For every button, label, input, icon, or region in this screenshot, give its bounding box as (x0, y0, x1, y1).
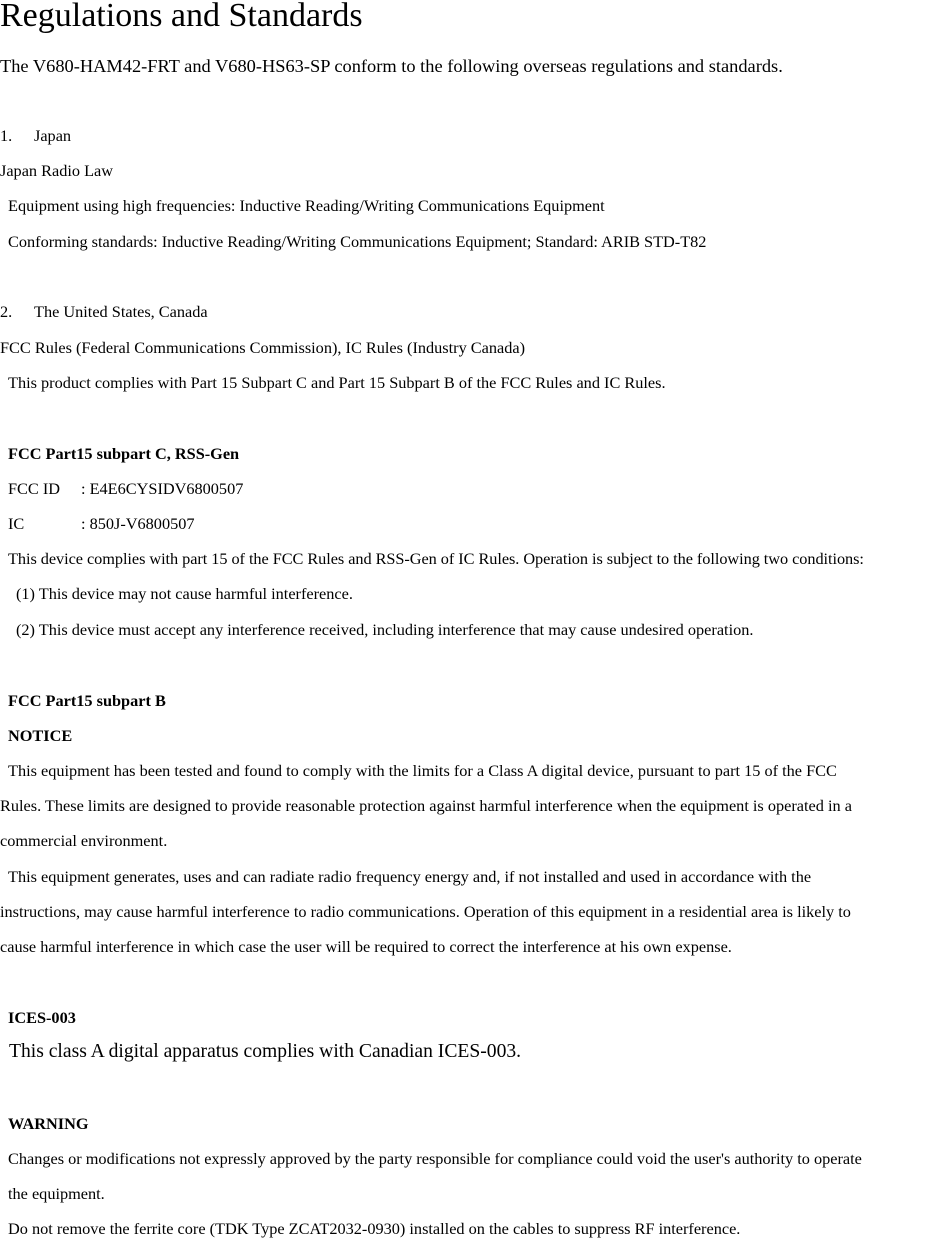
section-1-line: Conforming standards: Inductive Reading/Writing Communications Equipment; Standard: ARIB STD-T82 (8, 232, 707, 251)
section-number: 2. (0, 302, 13, 321)
part15b-heading: FCC Part15 subpart B (8, 691, 166, 710)
warning-line: Do not remove the ferrite core (TDK Type ZCAT2032-0930) installed on the cables to suppress RF interference. (8, 1219, 741, 1238)
section-1-law: Japan Radio Law (0, 161, 114, 180)
warning-line: the equipment. (8, 1184, 105, 1203)
page-title: Regulations and Standards (0, 0, 363, 34)
section-1-line: Equipment using high frequencies: Inductive Reading/Writing Communications Equipment (8, 196, 605, 215)
notice-para-1-line: This equipment has been tested and found to comply with the limits for a Class A digital device, pursuant to part 15 of the FCC (8, 761, 837, 780)
section-number: 1. (0, 126, 13, 145)
notice-para-1-line: commercial environment. (0, 831, 168, 850)
fcc-id-label: FCC ID (8, 479, 61, 498)
notice-para-2-line: This equipment generates, uses and can radiate radio frequency energy and, if not installed and used in accordance with the (8, 867, 812, 886)
part15c-heading: FCC Part15 subpart C, RSS-Gen (8, 444, 240, 463)
section-heading-text: Japan (34, 126, 72, 145)
section-2-law: FCC Rules (Federal Communications Commission), IC Rules (Industry Canada) (0, 338, 526, 357)
notice-para-1-line: Rules. These limits are designed to provide reasonable protection against harmful interference when the equipment is operated in a (0, 796, 852, 815)
intro-text: The V680-HAM42-FRT and V680-HS63-SP conform to the following overseas regulations and standards. (0, 56, 783, 76)
ices-text: This class A digital apparatus complies with Canadian ICES-003. (9, 1041, 522, 1062)
notice-heading: NOTICE (8, 726, 73, 745)
warning-line: Changes or modifications not expressly approved by the party responsible for compliance could void the user's authority to operate (8, 1149, 862, 1168)
part15c-condition-1: (1) This device may not cause harmful interference. (16, 584, 353, 603)
part15c-compliance: This device complies with part 15 of the FCC Rules and RSS-Gen of IC Rules. Operation is subject to the following two conditions: (8, 549, 864, 568)
ic-row (8, 514, 195, 534)
ices-heading: ICES-003 (8, 1008, 76, 1027)
fcc-id-row (8, 479, 243, 499)
section-heading-text: The United States, Canada (34, 302, 208, 321)
ic-label: IC (8, 514, 25, 533)
section-2-line: This product complies with Part 15 Subpart C and Part 15 Subpart B of the FCC Rules and IC Rules. (8, 373, 666, 392)
fcc-id-value: : E4E6CYSIDV6800507 (81, 479, 244, 498)
notice-para-2-line: cause harmful interference in which case the user will be required to correct the interference at his own expense. (0, 937, 732, 956)
ic-value: : 850J-V6800507 (81, 514, 195, 533)
part15c-condition-2: (2) This device must accept any interference received, including interference that may cause undesired operation. (16, 620, 754, 639)
notice-para-2-line: instructions, may cause harmful interference to radio communications. Operation of this equipment in a residential area is likely to (0, 902, 851, 921)
warning-heading: WARNING (8, 1114, 89, 1133)
